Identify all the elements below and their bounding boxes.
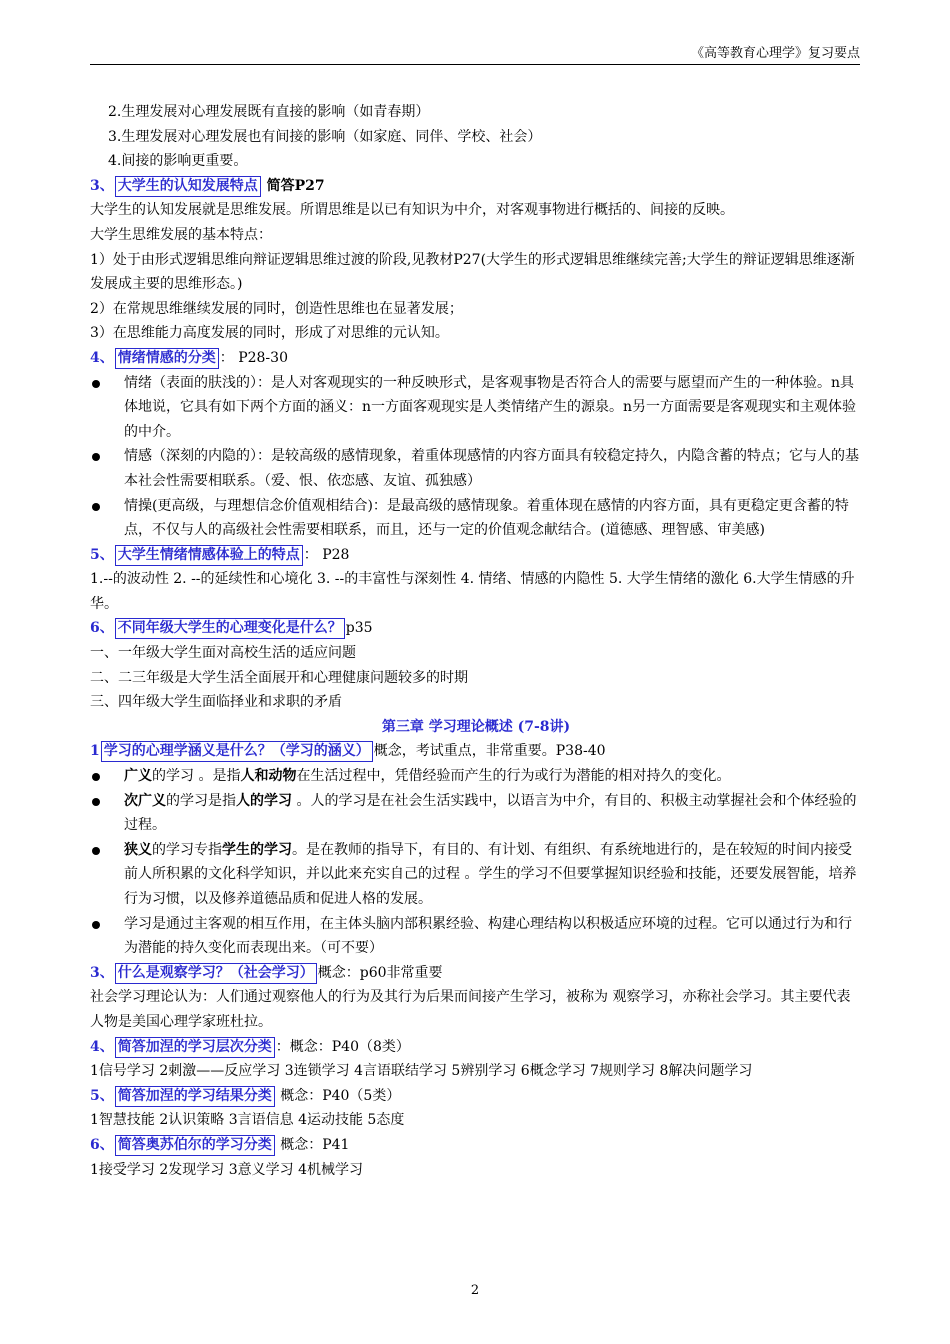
- text-line: 1.--的波动性 2. --的延续性和心境化 3. --的丰富性与深刻性 4. 情绪、情感的内隐性 5. 大学生情绪的激化 6.大学生情感的升华。: [90, 571, 855, 612]
- section-heading: 5、 大学生情绪情感体验上的特点 ： P28: [90, 543, 862, 568]
- bullet-dot: [92, 453, 100, 461]
- text-line: 1）处于由形式逻辑思维向辩证逻辑思维过渡的阶段,见教材P27(大学生的形式逻辑思维继续完善;大学生的辩证逻辑思维逐渐发展成主要的思维形态。): [90, 251, 855, 293]
- bullet-dot: [92, 847, 100, 855]
- heading-box: 情绪情感的分类: [115, 348, 219, 369]
- text-line: 1智慧技能 2认识策略 3言语信息 4运动技能 5态度: [90, 1112, 405, 1129]
- bullet-item: 广义的学习 。是指人和动物在生活过程中，凭借经验而产生的行为或行为潜能的相对持久的变化。: [90, 764, 862, 789]
- heading-box: 学习的心理学涵义是什么？（学习的涵义）: [101, 741, 373, 762]
- bullet-dot: [92, 773, 100, 781]
- text-line: 大学生思维发展的基本特点：: [90, 226, 272, 243]
- heading-box: 什么是观察学习？（社会学习）: [115, 963, 317, 984]
- bullet-item: 次广义的学习是指人的学习 。人的学习是在社会生活实践中，以语言为中介，有目的、积极主动掌握社会和个体经验的过程。: [90, 789, 862, 838]
- bullet-item: 狭义的学习专指学生的学习。是在教师的指导下，有目的、有计划、有组织、有系统地进行的，是在较短的时间内接受前人所积累的文化科学知识，并以此来充实自己的过程 。学生的学习不但要掌握知识经验和技能，还要发展智能，培养行为习惯，以及修养道德品质和促进人格的发展。: [90, 838, 862, 912]
- text-line: 二、二三年级是大学生活全面展开和心理健康问题较多的时期: [90, 669, 468, 686]
- text-line: 3.生理发展对心理发展也有间接的影响（如家庭、同伴、学校、社会）: [108, 128, 542, 145]
- text-line: 1接受学习 2发现学习 3意义学习 4机械学习: [90, 1161, 363, 1178]
- text-line: 2）在常规思维继续发展的同时，创造性思维也在显著发展；: [90, 300, 463, 317]
- page-content: [90, 100, 862, 1182]
- bullet-item: 情操(更高级，与理想信念价值观相结合)：是最高级的感情现象。着重体现在感情的内容方面，具有更稳定更含蓄的特点，不仅与人的高级社会性需要相联系，而且，还与一定的价值观念献结合。(道德感、理智感、审美感): [90, 494, 862, 543]
- bullet-item: 情感（深刻的内隐的）：是较高级的感情现象，着重体现感情的内容方面具有较稳定持久，内隐含蓄的特点；它与人的基本社会性需要相联系。（爱、恨、依恋感、友谊、孤独感）: [90, 444, 862, 493]
- bullet-item: 学习是通过主客观的相互作用，在主体头脑内部积累经验、构建心理结构以积极适应环境的过程。它可以通过行为和行为潜能的持久变化而表现出来。（可不要）: [90, 912, 862, 961]
- text-line: 3）在思维能力高度发展的同时，形成了对思维的元认知。: [90, 325, 449, 342]
- chapter-title: 第三章 学习理论概述 (7-8讲): [381, 718, 571, 735]
- section-heading: 4、 情绪情感的分类 ： P28-30: [90, 346, 862, 371]
- bullet-item: 情绪（表面的肤浅的）：是人对客观现实的一种反映形式，是客观事物是否符合人的需要与愿望而产生的一种体验。n具体地说，它具有如下两个方面的涵义：n一方面客观现实是人类情绪产生的源泉。n另一方面需要是客观现实和主观体验的中介。: [90, 371, 862, 445]
- section-heading: 3、 什么是观察学习？（社会学习） 概念：p60非常重要: [90, 961, 862, 986]
- running-header: 《高等教育心理学》复习要点: [90, 44, 860, 65]
- text-line: 三、四年级大学生面临择业和求职的矛盾: [90, 694, 342, 711]
- section-heading: 1 学习的心理学涵义是什么？（学习的涵义） 概念，考试重点，非常重要。P38-40: [90, 739, 862, 764]
- heading-box: 简答加涅的学习结果分类: [115, 1086, 275, 1107]
- text-line: 大学生的认知发展就是思维发展。所谓思维是以已有知识为中介，对客观事物进行概括的、间接的反映。: [90, 202, 734, 219]
- text-line: 2.生理发展对心理发展既有直接的影响（如青春期）: [108, 104, 430, 120]
- heading-box: 简答奥苏伯尔的学习分类: [115, 1135, 275, 1156]
- bullet-dot: [92, 798, 100, 806]
- section-heading: 6、 简答奥苏伯尔的学习分类 概念：P41: [90, 1133, 862, 1158]
- heading-box: 简答加涅的学习层次分类: [115, 1037, 275, 1058]
- section-heading: 6、 不同年级大学生的心理变化是什么？ p35: [90, 616, 862, 641]
- heading-box: 大学生的认知发展特点: [115, 176, 261, 197]
- text-line: 4.间接的影响更重要。: [108, 153, 248, 170]
- bullet-dot: [92, 503, 100, 511]
- text-line: 社会学习理论认为：人们通过观察他人的行为及其行为后果而间接产生学习，被称为 观察学习，亦称社会学习。其主要代表人物是美国心理学家班杜拉。: [90, 989, 851, 1030]
- text-line: 一、一年级大学生面对高校生活的适应问题: [90, 645, 356, 662]
- bullet-dot: [92, 380, 100, 388]
- heading-box: 不同年级大学生的心理变化是什么？: [115, 618, 345, 639]
- page-number: 2: [470, 1283, 480, 1298]
- bullet-dot: [92, 921, 100, 929]
- text-line: 1信号学习 2刺激——反应学习 3连锁学习 4言语联结学习 5辨别学习 6概念学习 7规则学习 8解决问题学习: [90, 1063, 753, 1080]
- section-heading: 4、 简答加涅的学习层次分类 ：概念：P40（8类）: [90, 1035, 862, 1060]
- section-heading: 3、 大学生的认知发展特点 简答P27: [90, 174, 862, 199]
- section-heading: 5、 简答加涅的学习结果分类 概念：P40（5类）: [90, 1084, 862, 1109]
- heading-box: 大学生情绪情感体验上的特点: [115, 545, 303, 566]
